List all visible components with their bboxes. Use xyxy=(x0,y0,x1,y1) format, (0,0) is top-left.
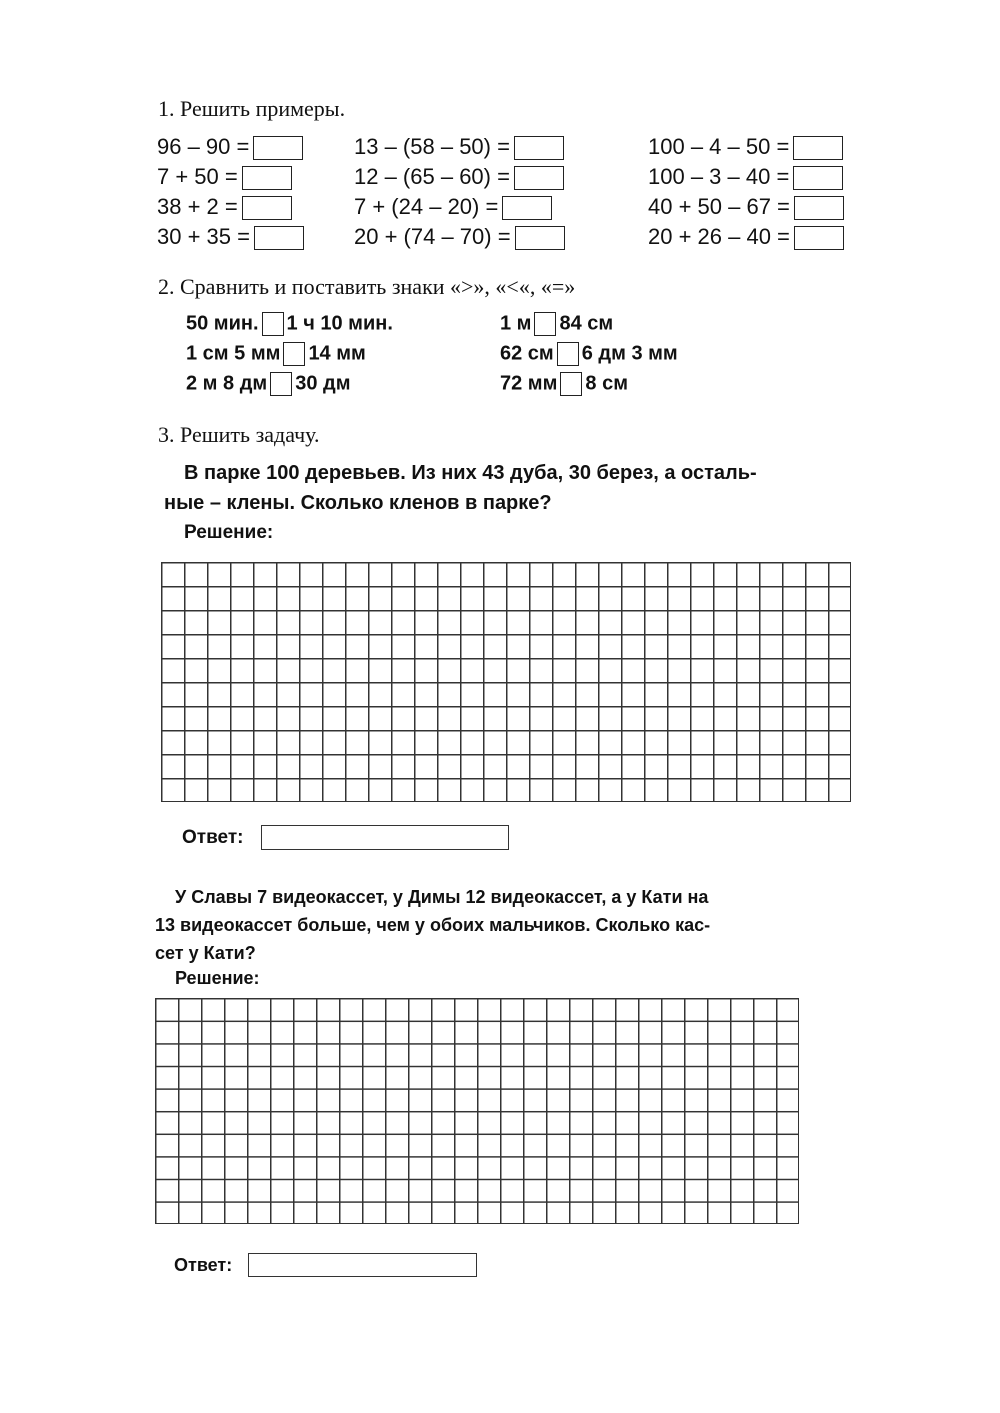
task1-item: 100 – 3 – 40 = xyxy=(648,164,843,190)
answer-label: Ответ: xyxy=(174,1255,233,1275)
solution-grid[interactable] xyxy=(155,998,799,1224)
answer-field[interactable] xyxy=(261,825,509,850)
sign-box[interactable] xyxy=(262,312,284,336)
answer-box[interactable] xyxy=(242,196,292,220)
solution-grid[interactable] xyxy=(161,562,851,802)
answer-box[interactable] xyxy=(253,136,303,160)
sign-box[interactable] xyxy=(560,372,582,396)
compare-item: 72 мм 8 см xyxy=(500,372,629,395)
problem2-line: У Славы 7 видеокассет, у Димы 12 видеокассет, а у Кати на xyxy=(175,887,709,907)
sign-box[interactable] xyxy=(283,342,305,366)
problem2-text xyxy=(155,883,895,967)
compare-item: 62 см 6 дм 3 мм xyxy=(500,342,678,365)
sign-box[interactable] xyxy=(557,342,579,366)
problem2-line: сет у Кати? xyxy=(155,943,256,963)
answer-box[interactable] xyxy=(515,226,565,250)
task1-item: 13 – (58 – 50) = xyxy=(354,134,564,160)
compare-item: 1 см 5 мм 14 мм xyxy=(186,342,366,365)
task1-item: 7 + 50 = xyxy=(157,164,292,190)
problem1-text xyxy=(164,458,884,518)
answer-field[interactable] xyxy=(248,1253,477,1277)
compare-item: 50 мин. 1 ч 10 мин. xyxy=(186,312,393,335)
problem1-line: В парке 100 деревьев. Из них 43 дуба, 30 берез, а осталь- xyxy=(184,462,757,484)
answer-box[interactable] xyxy=(254,226,304,250)
compare-item: 2 м 8 дм 30 дм xyxy=(186,372,351,395)
solution-label: Решение: xyxy=(175,968,260,988)
task1-item: 38 + 2 = xyxy=(157,194,292,220)
task1-item: 100 – 4 – 50 = xyxy=(648,134,843,160)
answer-box[interactable] xyxy=(514,166,564,190)
answer-box[interactable] xyxy=(502,196,552,220)
answer-box[interactable] xyxy=(794,226,844,250)
solution-label: Решение: xyxy=(184,522,274,543)
task1-item: 20 + 26 – 40 = xyxy=(648,224,844,250)
task3-title: 3. Решить задачу. xyxy=(158,422,320,447)
task1-item: 20 + (74 – 70) = xyxy=(354,224,565,250)
answer-box[interactable] xyxy=(794,196,844,220)
task1-item: 40 + 50 – 67 = xyxy=(648,194,844,220)
answer-box[interactable] xyxy=(793,166,843,190)
task1-title: 1. Решить примеры. xyxy=(158,96,346,121)
sign-box[interactable] xyxy=(270,372,292,396)
answer-box[interactable] xyxy=(242,166,292,190)
compare-item: 1 м 84 см xyxy=(500,312,614,335)
sign-box[interactable] xyxy=(534,312,556,336)
task1-item: 96 – 90 = xyxy=(157,134,303,160)
task1-item: 12 – (65 – 60) = xyxy=(354,164,564,190)
problem1-line: ные – клены. Сколько кленов в парке? xyxy=(164,492,552,514)
problem2-line: 13 видеокассет больше, чем у обоих мальчиков. Сколько кас- xyxy=(155,915,711,935)
task1-item: 30 + 35 = xyxy=(157,224,304,250)
answer-label: Ответ: xyxy=(182,827,244,848)
answer-box[interactable] xyxy=(514,136,564,160)
task1-item: 7 + (24 – 20) = xyxy=(354,194,552,220)
task2-title: 2. Сравнить и поставить знаки «>», «<«, «=» xyxy=(158,274,576,299)
answer-box[interactable] xyxy=(793,136,843,160)
